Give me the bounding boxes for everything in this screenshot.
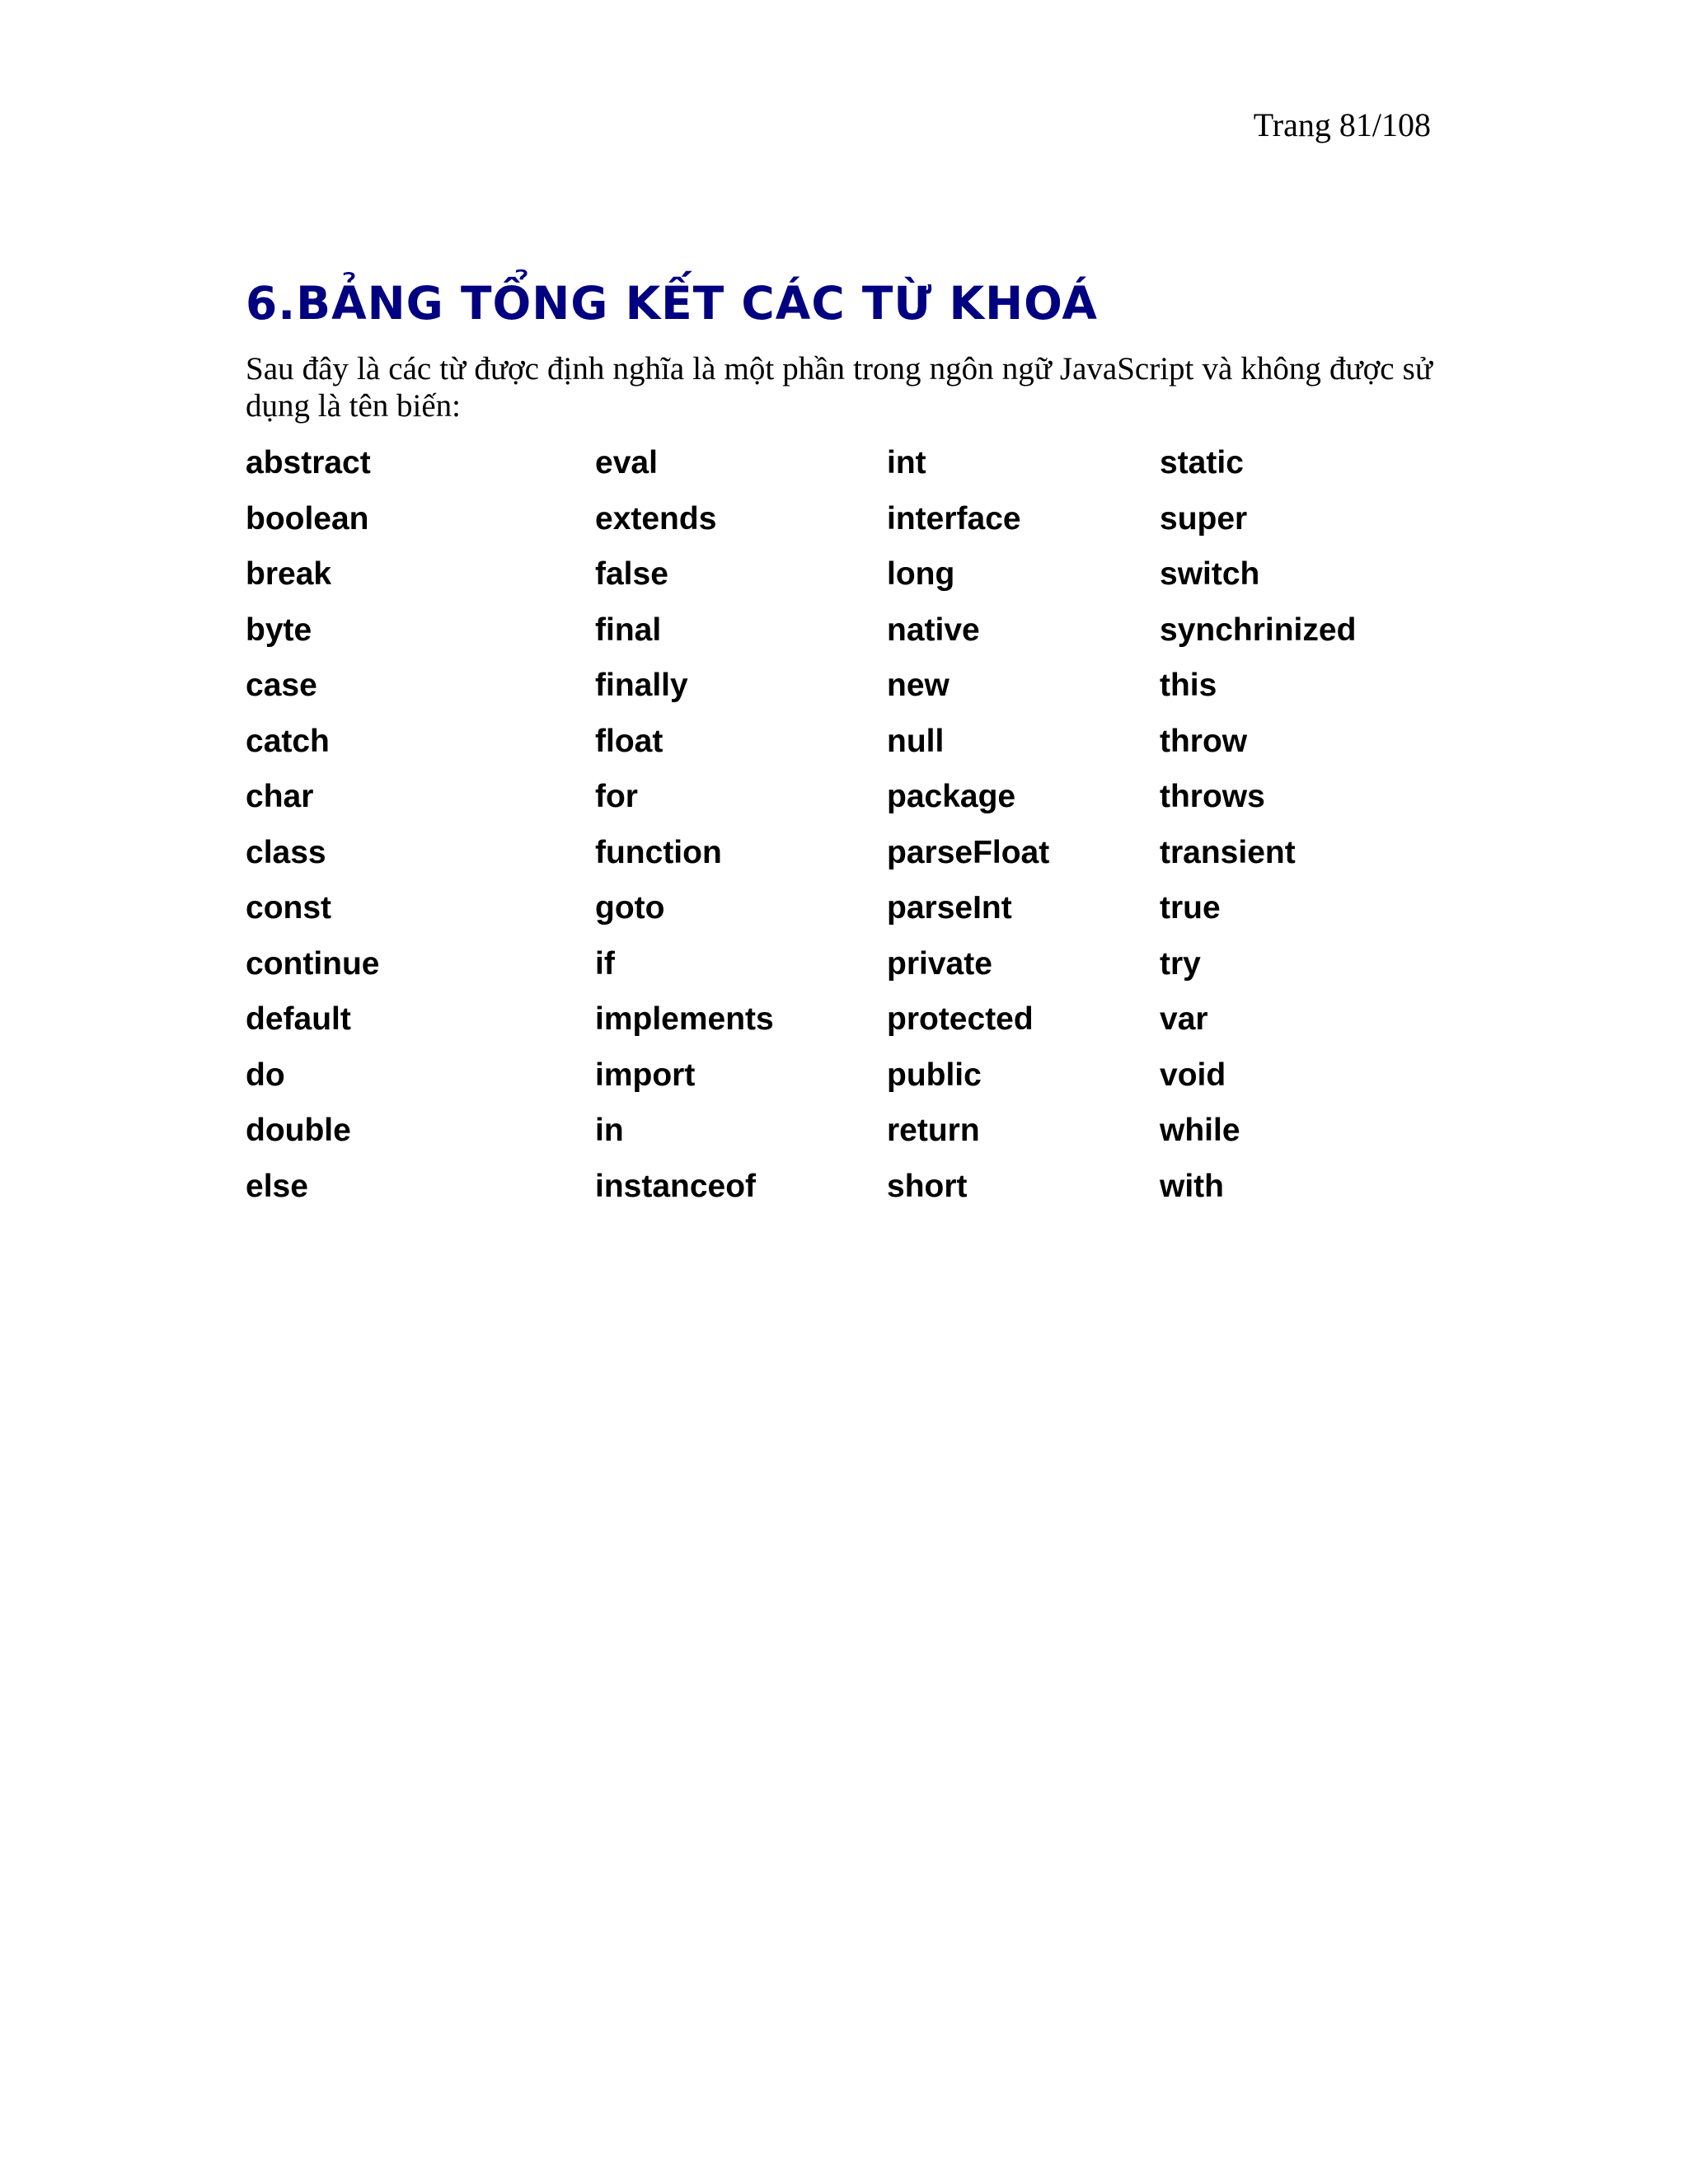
keyword-item: package xyxy=(887,779,1016,814)
keyword-item: var xyxy=(1160,1001,1208,1037)
keyword-item: finally xyxy=(595,668,688,703)
keyword-item: interface xyxy=(887,500,1021,537)
keyword-item: implements xyxy=(595,1001,774,1037)
keyword-item: new xyxy=(887,668,950,703)
keyword-item: function xyxy=(595,834,722,870)
keyword-item: import xyxy=(595,1057,696,1093)
keyword-item: switch xyxy=(1160,556,1260,592)
keyword-item: double xyxy=(246,1113,351,1148)
keyword-item: static xyxy=(1160,445,1244,480)
keyword-item: continue xyxy=(246,945,380,982)
keyword-item: native xyxy=(887,612,980,648)
keyword-item: for xyxy=(595,779,638,814)
keyword-item: boolean xyxy=(246,500,369,537)
keyword-item: final xyxy=(595,612,662,648)
keyword-item: byte xyxy=(246,612,312,648)
keyword-item: extends xyxy=(595,500,717,537)
intro-paragraph: Sau đây là các từ được định nghĩa là một phần trong ngôn ngữ JavaScript và không được sử dụng là tên biến: xyxy=(246,351,1432,424)
keyword-item: while xyxy=(1160,1113,1240,1148)
keyword-item: void xyxy=(1160,1057,1226,1093)
keyword-item: parseFloat xyxy=(887,834,1050,870)
keyword-item: try xyxy=(1160,945,1201,982)
keyword-item: instanceof xyxy=(595,1168,757,1204)
keyword-item: null xyxy=(887,723,945,759)
keyword-item: do xyxy=(246,1057,285,1093)
keyword-item: goto xyxy=(595,890,665,926)
keyword-item: super xyxy=(1160,500,1248,537)
keyword-item: public xyxy=(887,1057,982,1093)
keyword-table xyxy=(246,437,1407,1216)
keyword-item: this xyxy=(1160,668,1217,703)
section-heading: 6.BẢNG TỔNG KẾT CÁC TỪ KHOÁ xyxy=(246,277,1098,330)
keyword-item: throws xyxy=(1160,779,1265,814)
keyword-item: transient xyxy=(1160,834,1296,870)
keyword-item: parseInt xyxy=(887,890,1012,926)
keyword-item: default xyxy=(246,1001,351,1037)
keyword-item: abstract xyxy=(246,445,371,480)
keyword-item: catch xyxy=(246,723,330,759)
keyword-item: true xyxy=(1160,890,1221,926)
keyword-item: break xyxy=(246,556,332,592)
keyword-item: eval xyxy=(595,445,658,480)
keyword-item: false xyxy=(595,556,668,592)
keyword-item: if xyxy=(595,945,615,982)
keyword-item: synchrinized xyxy=(1160,612,1357,648)
keyword-item: in xyxy=(595,1113,624,1148)
keyword-item: with xyxy=(1160,1168,1224,1204)
keyword-item: private xyxy=(887,945,992,982)
page-number: Trang 81/108 xyxy=(1253,106,1431,143)
keyword-item: return xyxy=(887,1113,980,1148)
keyword-item: case xyxy=(246,668,317,703)
keyword-item: throw xyxy=(1160,723,1248,759)
keyword-item: else xyxy=(246,1168,308,1204)
keyword-item: protected xyxy=(887,1001,1034,1037)
keyword-item: float xyxy=(595,723,663,759)
keyword-item: int xyxy=(887,445,926,480)
keyword-item: char xyxy=(246,779,314,814)
keyword-item: long xyxy=(887,556,955,592)
keyword-item: short xyxy=(887,1168,968,1204)
keyword-item: class xyxy=(246,834,326,870)
keyword-item: const xyxy=(246,890,332,926)
